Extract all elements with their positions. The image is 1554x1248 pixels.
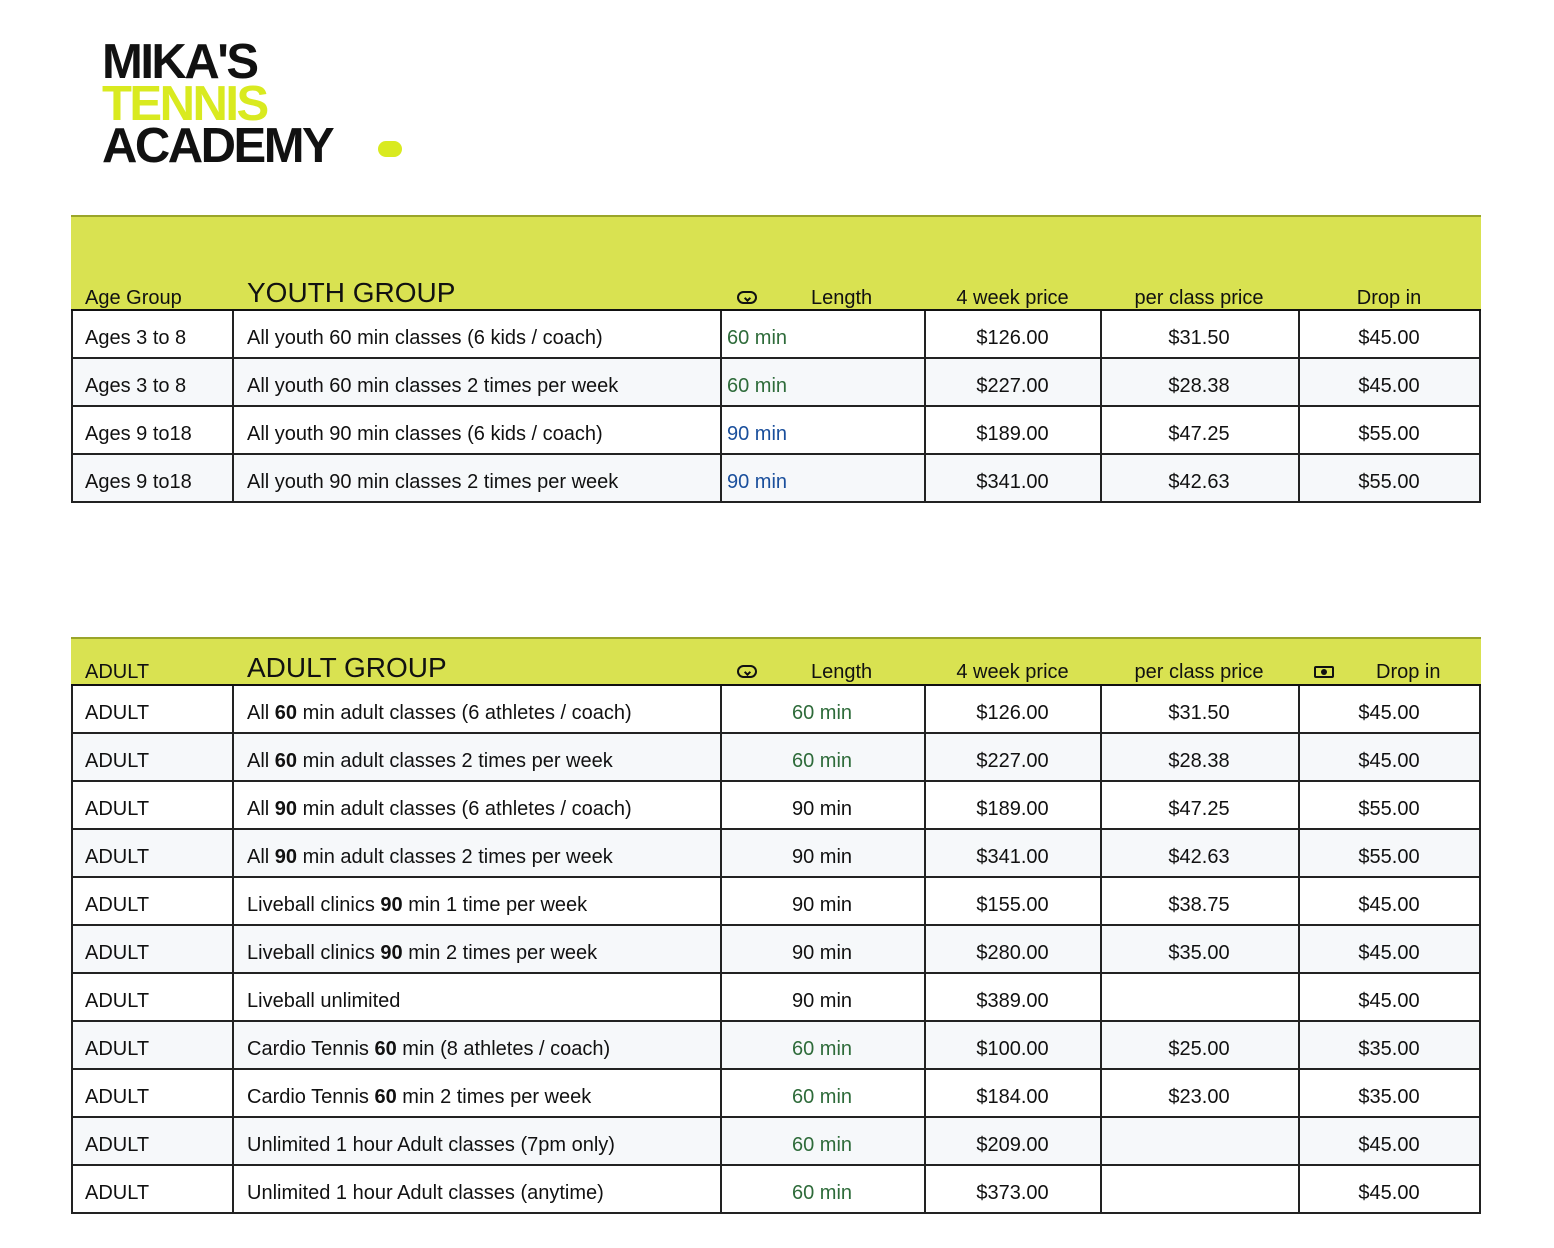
four-week-price-cell: $189.00 (976, 798, 1049, 820)
per-class-price-cell: $35.00 (1168, 942, 1230, 964)
description-text-rest: min adult classes 2 times per week (297, 750, 613, 772)
description-cell: All youth 90 min classes (6 kids / coach) (247, 423, 603, 445)
header-drop-in: Drop in (1376, 661, 1441, 683)
description-cell (247, 878, 587, 924)
academy-logo (102, 35, 422, 173)
four-week-price-cell: $373.00 (976, 1182, 1049, 1204)
per-class-price-cell: $28.38 (1168, 750, 1230, 772)
four-week-price-cell: $189.00 (976, 423, 1049, 445)
length-cell: 90 min (791, 798, 853, 820)
description-text-rest: min (8 athletes / coach) (396, 1038, 611, 1060)
four-week-price-cell: $155.00 (976, 894, 1049, 916)
age-cell: Ages 3 to 8 (85, 375, 187, 397)
age-cell: ADULT (85, 990, 150, 1012)
description-text: All (247, 702, 275, 724)
description-cell (247, 782, 632, 828)
table-row (71, 407, 1481, 455)
length-cell: 90 min (791, 846, 853, 868)
section-title: YOUTH GROUP (247, 277, 456, 308)
drop-in-cell: $55.00 (1358, 423, 1420, 445)
column-divider (720, 686, 722, 1214)
length-cell: 60 min (791, 1134, 853, 1156)
description-text: Liveball unlimited (247, 990, 401, 1012)
age-cell: ADULT (85, 750, 150, 772)
description-minutes: 60 (374, 1086, 397, 1108)
length-cell: 90 min (727, 471, 788, 493)
age-cell: Ages 9 to18 (85, 471, 192, 493)
table-row (71, 455, 1481, 503)
drop-in-cell: $45.00 (1358, 375, 1420, 397)
per-class-price-cell: $42.63 (1168, 846, 1230, 868)
per-class-price-cell (1101, 974, 1297, 1020)
table-row (71, 1166, 1481, 1214)
description-cell: All youth 90 min classes 2 times per week (247, 471, 619, 493)
header-per-class-price: per class price (1134, 287, 1264, 309)
description-cell (247, 686, 632, 732)
description-minutes: 90 (380, 942, 403, 964)
drop-in-cell: $45.00 (1358, 942, 1420, 964)
table-row (71, 878, 1481, 926)
column-divider (1298, 311, 1300, 503)
description-cell (247, 1070, 591, 1116)
per-class-price-cell (1101, 1118, 1297, 1164)
description-minutes: 60 (274, 750, 298, 772)
table-row (71, 830, 1481, 878)
age-cell: ADULT (85, 1086, 150, 1108)
table-row (71, 1118, 1481, 1166)
table-row (71, 734, 1481, 782)
per-class-price-cell: $25.00 (1168, 1038, 1230, 1060)
description-cell: All youth 60 min classes (6 kids / coach) (247, 327, 603, 349)
description-text-rest: min adult classes (6 athletes / coach) (297, 798, 632, 820)
header-length: Length (811, 661, 873, 683)
description-text: Unlimited 1 hour Adult classes (anytime) (247, 1182, 604, 1204)
header-length: Length (811, 287, 873, 309)
table-row (71, 782, 1481, 830)
description-cell (247, 734, 613, 780)
four-week-price-cell: $389.00 (976, 990, 1049, 1012)
description-cell (247, 1166, 604, 1212)
adult-table-header (71, 637, 1481, 686)
adult-pricing-table (71, 637, 1481, 1219)
drop-in-cell: $55.00 (1358, 846, 1420, 868)
age-cell: ADULT (85, 1038, 150, 1060)
four-week-price-cell: $227.00 (976, 750, 1049, 772)
table-row (71, 974, 1481, 1022)
table-row (71, 1070, 1481, 1118)
length-cell: 90 min (727, 423, 788, 445)
clock-icon (737, 661, 757, 684)
per-class-price-cell: $31.50 (1168, 702, 1230, 724)
length-cell: 60 min (727, 375, 788, 397)
column-divider (1479, 311, 1481, 503)
header-per-class-price: per class price (1134, 661, 1264, 683)
four-week-price-cell: $209.00 (976, 1134, 1049, 1156)
description-cell (247, 974, 400, 1020)
tennis-ball-icon (378, 141, 402, 157)
drop-in-cell: $45.00 (1358, 1134, 1420, 1156)
description-cell (247, 1118, 615, 1164)
table-row (71, 926, 1481, 974)
column-divider (71, 686, 73, 1214)
length-cell: 60 min (791, 1038, 853, 1060)
section-title: ADULT GROUP (247, 652, 447, 683)
age-cell: Ages 9 to18 (85, 423, 192, 445)
description-text-rest: min 1 time per week (402, 894, 588, 916)
drop-in-cell: $45.00 (1358, 894, 1420, 916)
age-cell: ADULT (85, 1182, 150, 1204)
description-minutes: 60 (374, 1038, 397, 1060)
description-text-rest: min 2 times per week (402, 942, 598, 964)
column-divider (71, 311, 73, 503)
drop-in-cell: $55.00 (1358, 798, 1420, 820)
per-class-price-cell: $38.75 (1168, 894, 1230, 916)
description-minutes: 90 (274, 846, 298, 868)
money-icon (1314, 661, 1334, 684)
length-cell: 60 min (791, 702, 853, 724)
four-week-price-cell: $227.00 (976, 375, 1049, 397)
description-minutes: 90 (274, 798, 298, 820)
column-divider (1298, 686, 1300, 1214)
logo-line-1: MIKA'S (102, 35, 257, 89)
age-cell: ADULT (85, 942, 150, 964)
age-cell: ADULT (85, 702, 150, 724)
description-text: Cardio Tennis (247, 1086, 375, 1108)
age-cell: Ages 3 to 8 (85, 327, 187, 349)
per-class-price-cell: $47.25 (1168, 423, 1230, 445)
logo-line-2: TENNIS (102, 77, 267, 131)
column-divider (1479, 686, 1481, 1214)
table-row (71, 311, 1481, 359)
header-drop-in: Drop in (1356, 287, 1422, 309)
four-week-price-cell: $100.00 (976, 1038, 1049, 1060)
header-adult: ADULT (85, 661, 150, 683)
description-text: Liveball clinics (247, 894, 381, 916)
per-class-price-cell: $28.38 (1168, 375, 1230, 397)
description-text: Unlimited 1 hour Adult classes (7pm only) (247, 1134, 615, 1156)
four-week-price-cell: $280.00 (976, 942, 1049, 964)
description-cell: All youth 60 min classes 2 times per week (247, 375, 619, 397)
description-cell (247, 830, 613, 876)
per-class-price-cell: $47.25 (1168, 798, 1230, 820)
per-class-price-cell: $42.63 (1168, 471, 1230, 493)
youth-pricing-table (71, 215, 1481, 505)
per-class-price-cell: $23.00 (1168, 1086, 1230, 1108)
header-four-week-price: 4 week price (956, 287, 1069, 309)
length-cell: 60 min (791, 1086, 853, 1108)
drop-in-cell: $55.00 (1358, 471, 1420, 493)
drop-in-cell: $45.00 (1358, 702, 1420, 724)
per-class-price-cell: $31.50 (1168, 327, 1230, 349)
description-text-rest: min 2 times per week (396, 1086, 592, 1108)
length-cell: 60 min (791, 1182, 853, 1204)
drop-in-cell: $45.00 (1358, 750, 1420, 772)
logo-line-3: ACADEMY (102, 119, 333, 173)
drop-in-cell: $45.00 (1358, 990, 1420, 1012)
header-four-week-price: 4 week price (956, 661, 1069, 683)
length-cell: 60 min (727, 327, 788, 349)
table-row (71, 1022, 1481, 1070)
header-age-group: Age Group (85, 287, 182, 309)
description-minutes: 90 (380, 894, 403, 916)
description-text-rest: min adult classes (6 athletes / coach) (297, 702, 632, 724)
four-week-price-cell: $341.00 (976, 471, 1049, 493)
drop-in-cell: $45.00 (1358, 327, 1420, 349)
column-divider (1100, 311, 1102, 503)
drop-in-cell: $45.00 (1358, 1182, 1420, 1204)
description-text: Liveball clinics (247, 942, 381, 964)
age-cell: ADULT (85, 798, 150, 820)
column-divider (720, 311, 722, 503)
four-week-price-cell: $341.00 (976, 846, 1049, 868)
description-minutes: 60 (274, 702, 298, 724)
four-week-price-cell: $126.00 (976, 702, 1049, 724)
description-text: All (247, 750, 275, 772)
length-cell: 60 min (791, 750, 853, 772)
age-cell: ADULT (85, 1134, 150, 1156)
column-divider (924, 686, 926, 1214)
age-cell: ADULT (85, 894, 150, 916)
description-cell (247, 1022, 610, 1068)
table-row (71, 359, 1481, 407)
column-divider (232, 311, 234, 503)
length-cell: 90 min (791, 942, 853, 964)
description-text: Cardio Tennis (247, 1038, 375, 1060)
description-cell (247, 926, 597, 972)
description-text-rest: min adult classes 2 times per week (297, 846, 613, 868)
column-divider (924, 311, 926, 503)
column-divider (1100, 686, 1102, 1214)
length-cell: 90 min (791, 894, 853, 916)
drop-in-cell: $35.00 (1358, 1086, 1420, 1108)
four-week-price-cell: $126.00 (976, 327, 1049, 349)
age-cell: ADULT (85, 846, 150, 868)
table-row (71, 686, 1481, 734)
per-class-price-cell (1101, 1166, 1297, 1212)
description-text: All (247, 846, 275, 868)
length-cell: 90 min (791, 990, 853, 1012)
clock-icon (737, 287, 757, 310)
column-divider (232, 686, 234, 1214)
four-week-price-cell: $184.00 (976, 1086, 1049, 1108)
youth-table-header (71, 215, 1481, 311)
description-text: All (247, 798, 275, 820)
drop-in-cell: $35.00 (1358, 1038, 1420, 1060)
